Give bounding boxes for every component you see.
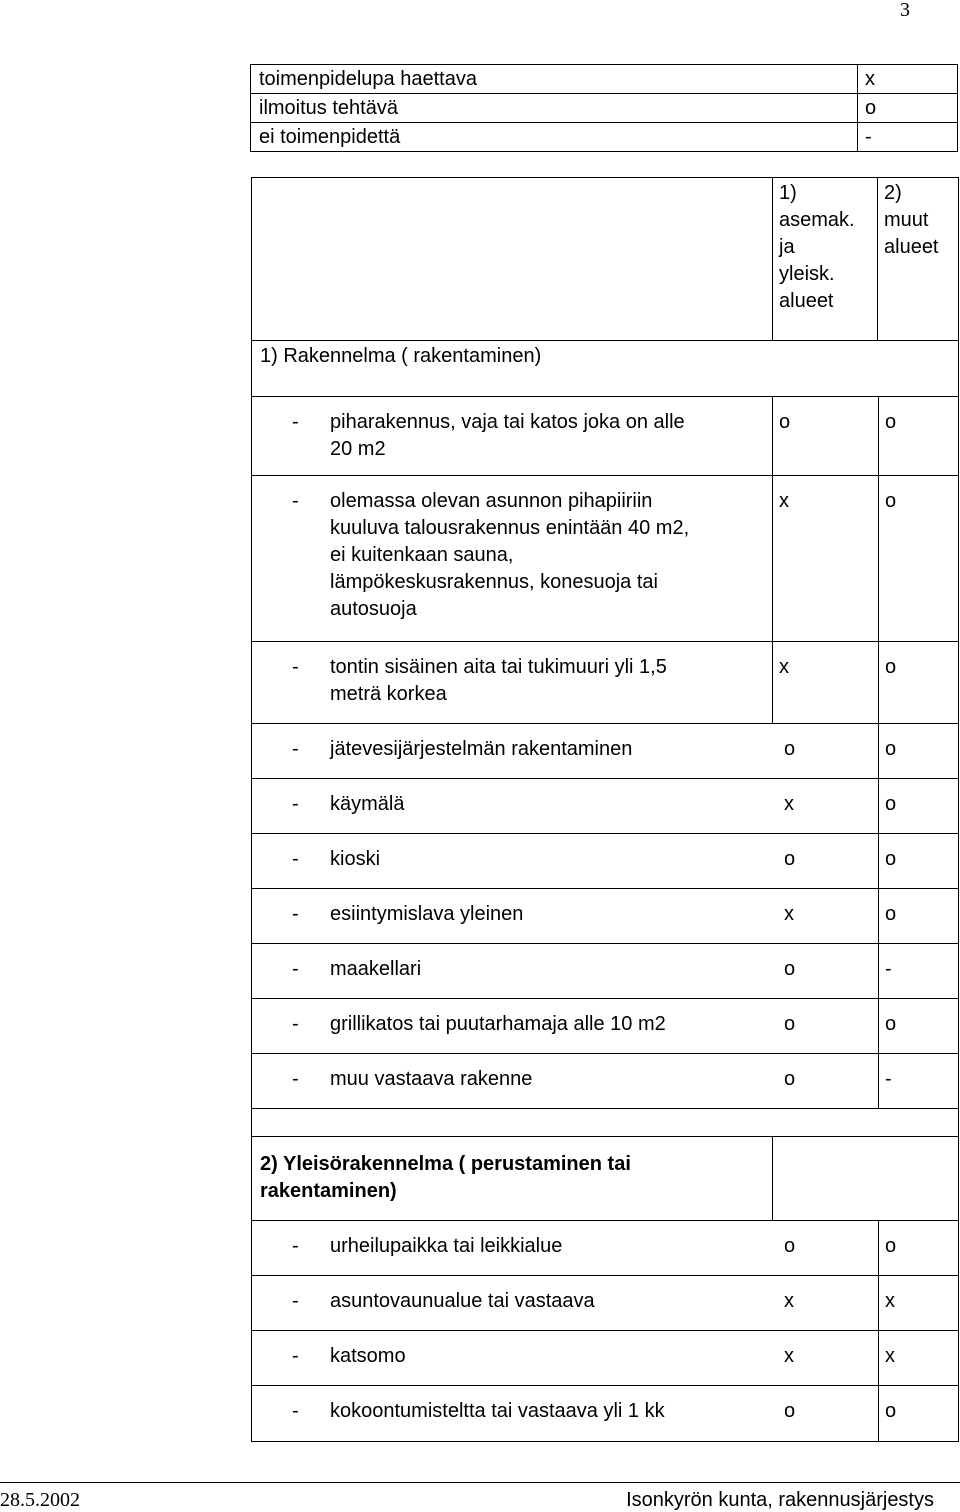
row-label-cell	[252, 999, 878, 1053]
spacer-cell	[252, 1109, 958, 1136]
row-text	[330, 409, 764, 463]
table-row	[252, 724, 958, 779]
row-label-cell	[252, 1054, 878, 1108]
legend-symbol: x	[865, 68, 875, 90]
row-value-col1: x	[779, 490, 789, 512]
row-value-col2: o	[878, 999, 958, 1053]
col1-header-line: ja	[779, 236, 795, 258]
row-item	[252, 409, 764, 463]
table-row	[252, 476, 958, 642]
row-value-col1: o	[784, 1068, 796, 1090]
row-text-line: autosuoja	[330, 598, 417, 620]
row-dash: -	[292, 1345, 299, 1367]
row-text: kioski	[330, 848, 381, 870]
row-text	[330, 488, 764, 623]
row-text-line: ei kuitenkaan sauna,	[330, 544, 514, 566]
row-text: käymälä	[330, 793, 405, 815]
row-dash: -	[292, 1068, 299, 1090]
row-dash: -	[292, 738, 299, 760]
table-row	[252, 1331, 958, 1386]
row-text: muu vastaava rakenne	[330, 1068, 533, 1090]
row-text: katsomo	[330, 1345, 406, 1367]
row-value-col2: o	[878, 1386, 958, 1441]
row-label-cell	[252, 1331, 878, 1385]
row-label-cell	[252, 1276, 878, 1330]
row-label-cell	[252, 1386, 878, 1441]
row-dash: -	[292, 1400, 299, 1422]
row-value-col1: x	[784, 793, 794, 815]
row-item	[252, 654, 764, 708]
table-row	[252, 642, 958, 724]
table-row	[252, 889, 958, 944]
row-value-col1: o	[779, 411, 791, 433]
row-value-col2: -	[878, 944, 958, 998]
row-text: esiintymislava yleinen	[330, 903, 524, 925]
row-dash: -	[292, 793, 299, 815]
row-value-col2: x	[878, 1331, 958, 1385]
col1-header-line: alueet	[779, 290, 834, 312]
row-dash: -	[292, 411, 299, 433]
section2-title-line: 2) Yleisörakennelma ( perustaminen tai	[260, 1153, 631, 1175]
footer-divider	[0, 1482, 960, 1483]
row-value-col1: o	[784, 848, 796, 870]
col1-header	[773, 178, 878, 340]
row-value-col2: o	[878, 642, 958, 723]
row-value-col1: o	[784, 1400, 796, 1422]
row-value-col2: o	[878, 397, 958, 475]
row-dash: -	[292, 958, 299, 980]
row-value-col1: o	[784, 1235, 796, 1257]
col2-header-line: alueet	[884, 236, 939, 258]
row-item	[252, 488, 764, 623]
legend-row	[250, 123, 958, 152]
footer-title: Isonkyrön kunta, rakennusjärjestys	[626, 1489, 934, 1511]
regulation-table	[251, 177, 959, 1442]
row-text-line: piharakennus, vaja tai katos joka on alle	[330, 411, 685, 433]
table-row	[252, 1054, 958, 1109]
section-title	[252, 341, 958, 396]
row-value-col2: o	[878, 724, 958, 778]
col1-header-line: yleisk.	[779, 263, 835, 285]
inline-rows-group	[252, 724, 958, 1109]
col2-header	[878, 178, 958, 340]
legend-label: toimenpidelupa haettava	[251, 65, 858, 93]
row-text	[330, 654, 764, 708]
row-text: asuntovaunualue tai vastaava	[330, 1290, 595, 1312]
table-row	[252, 1386, 958, 1441]
row-value-col1: o	[784, 958, 796, 980]
legend-label: ei toimenpidettä	[251, 123, 858, 151]
section2-title-empty	[773, 1137, 958, 1220]
page-number: 3	[900, 0, 910, 21]
row-value-col1: o	[784, 738, 796, 760]
col2-header-line: muut	[884, 209, 929, 231]
row-text-line: 20 m2	[330, 438, 386, 460]
row-value-col2: -	[878, 1054, 958, 1108]
row-value-col2: o	[878, 779, 958, 833]
row-dash: -	[292, 490, 299, 512]
row-value-col1: o	[784, 1013, 796, 1035]
row-dash: -	[292, 848, 299, 870]
row-text: maakellari	[330, 958, 422, 980]
footer-date: 28.5.2002	[0, 1489, 80, 1511]
row-value-col2: o	[878, 889, 958, 943]
section-title-row	[252, 1137, 958, 1221]
col2-header-line: 2)	[884, 182, 902, 204]
row-label-cell	[252, 724, 878, 778]
col1-header-line: asemak.	[779, 209, 855, 231]
row-dash: -	[292, 1235, 299, 1257]
row-text: kokoontumisteltta tai vastaava yli 1 kk	[330, 1400, 665, 1422]
row-value-col1: x	[784, 1345, 794, 1367]
spacer-row	[252, 1109, 958, 1137]
row-value-col1: x	[784, 1290, 794, 1312]
row-value-col1: x	[784, 903, 794, 925]
row-text-line: lämpökeskusrakennus, konesuoja tai	[330, 571, 658, 593]
row-value-col1: x	[779, 656, 789, 678]
row-dash: -	[292, 1290, 299, 1312]
legend-symbol: o	[865, 97, 877, 119]
row-value-col2: x	[878, 1276, 958, 1330]
table-row	[252, 779, 958, 834]
table-row	[252, 944, 958, 999]
section2-title-line: rakentaminen)	[260, 1180, 397, 1202]
row-value-col2: o	[878, 1221, 958, 1275]
table-header-row	[252, 178, 958, 341]
legend-label: ilmoitus tehtävä	[251, 94, 858, 122]
row-value-col2: o	[878, 834, 958, 888]
row-value-col2: o	[878, 476, 958, 641]
row-text: urheilupaikka tai leikkialue	[330, 1235, 563, 1257]
row-label-cell	[252, 834, 878, 888]
row-text: jätevesijärjestelmän rakentaminen	[330, 738, 633, 760]
row-text-line: meträ korkea	[330, 683, 447, 705]
table-row	[252, 1276, 958, 1331]
table-row	[252, 1221, 958, 1276]
row-label-cell	[252, 944, 878, 998]
row-dash: -	[292, 1013, 299, 1035]
table-row	[252, 397, 958, 476]
row-dash: -	[292, 903, 299, 925]
row-dash: -	[292, 656, 299, 678]
section2-title	[252, 1137, 773, 1220]
row-label-cell	[252, 642, 773, 723]
row-label-cell	[252, 889, 878, 943]
row-text: grillikatos tai puutarhamaja alle 10 m2	[330, 1013, 666, 1035]
table-row	[252, 999, 958, 1054]
col1-header-line: 1)	[779, 182, 797, 204]
table-row	[252, 834, 958, 889]
row-label-cell	[252, 476, 773, 641]
inline-rows-group	[252, 1221, 958, 1441]
row-label-cell	[252, 397, 773, 475]
legend-table	[250, 64, 958, 152]
row-label-cell	[252, 779, 878, 833]
row-label-cell	[252, 1221, 878, 1275]
row-text-line: tontin sisäinen aita tai tukimuuri yli 1,5	[330, 656, 667, 678]
legend-row	[250, 94, 958, 123]
row-text-line: olemassa olevan asunnon pihapiiriin	[330, 490, 653, 512]
row-text-line: kuuluva talousrakennus enintään 40 m2,	[330, 517, 690, 539]
legend-symbol: -	[865, 126, 872, 148]
section1-title-text: 1) Rakennelma ( rakentaminen)	[260, 345, 542, 367]
header-empty-cell	[252, 178, 773, 340]
section-title-row	[252, 341, 958, 397]
legend-row	[250, 64, 958, 94]
